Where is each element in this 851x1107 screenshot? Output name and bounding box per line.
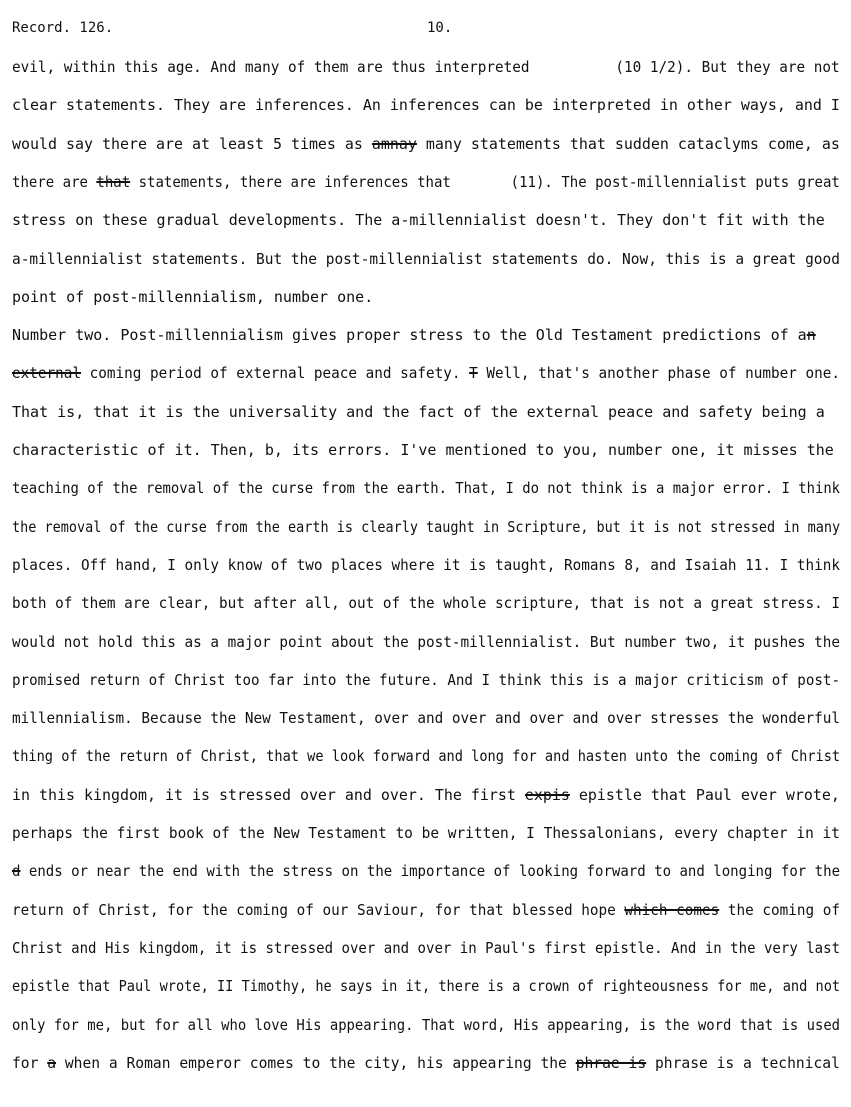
line-text: both of them are clear, but after all, out of the whole scripture, that is not a great stress. I — [12, 594, 840, 613]
struck-text: d — [12, 862, 21, 881]
line-text: (10 1/2). But they are not — [615, 58, 840, 76]
struck-text: a — [47, 1053, 57, 1072]
line-text: epistle that Paul ever wrote, — [569, 785, 840, 804]
struck-text: external — [12, 364, 81, 383]
struck-text: that — [96, 172, 131, 191]
text-line — [12, 135, 840, 153]
text-line — [12, 479, 840, 497]
line-text: promised return of Christ too far into the future. And I think this is a major criticism of post- — [12, 670, 840, 689]
line-text: for — [12, 1053, 48, 1072]
text-line — [12, 518, 840, 536]
line-text: teaching of the removal of the curse from the earth. That, I do not think is a major error. I think — [12, 479, 841, 498]
text-line — [12, 709, 840, 727]
line-text: in this kingdom, it is stressed over and over. The first — [12, 785, 525, 804]
text-line — [12, 250, 840, 268]
text-line — [12, 977, 840, 995]
struck-text: amnay — [371, 134, 417, 153]
record-label: Record. 126. — [12, 20, 114, 36]
line-text: only for me, but for all who love His appearing. That word, His appearing, is the word that is used — [12, 1015, 841, 1034]
struck-text: T — [469, 364, 478, 383]
line-text: statements, there are inferences that — [130, 172, 451, 191]
line-text: when a Roman emperor comes to the city, his appearing the — [56, 1053, 576, 1072]
line-text: would not hold this as a major point about the post-millennialist. But number two, it pushes the — [12, 632, 840, 651]
text-line — [12, 862, 840, 880]
text-line — [12, 173, 840, 191]
text-line — [12, 96, 840, 114]
line-text: clear statements. They are inferences. An inferences can be interpreted in other ways, and I — [12, 96, 840, 115]
line-text: ends or near the end with the stress on the importance of looking forward to and longing for the — [20, 862, 841, 881]
text-line — [12, 671, 840, 689]
line-text: there are — [12, 172, 97, 191]
line-text: point of post-millennialism, number one. — [12, 287, 374, 306]
line-text: the coming of — [719, 900, 840, 919]
text-line — [12, 326, 816, 344]
text-line — [12, 594, 840, 612]
text-line — [12, 747, 840, 765]
line-text: places. Off hand, I only know of two places where it is taught, Romans 8, and Isaiah 11. I think — [12, 555, 840, 574]
struck-text: expis — [524, 785, 570, 804]
line-text: Christ and His kingdom, it is stressed over and over in Paul's first epistle. And in the very last — [12, 938, 841, 957]
line-text: characteristic of it. Then, b, its errors. I've mentioned to you, number one, it misses the — [12, 441, 834, 459]
line-text: That is, that it is the universality and the fact of the external peace and safety being a — [12, 402, 825, 421]
line-text: the removal of the curse from the earth is clearly taught in Scripture, but it is not stressed in many — [12, 517, 841, 536]
line-text: many statements that sudden cataclyms come, as — [416, 134, 840, 153]
text-line — [12, 901, 840, 919]
struck-text: n — [806, 326, 816, 345]
line-text: Number two. Post-millennialism gives proper stress to the Old Testament predictions of a — [12, 326, 807, 345]
line-text: a-millennialist statements. But the post-millennialist statements do. Now, this is a great good — [12, 249, 840, 268]
struck-text: phrae is — [575, 1053, 647, 1072]
line-text: coming period of external peace and safety. — [81, 364, 470, 383]
text-line — [12, 364, 840, 382]
text-line — [12, 939, 840, 957]
line-text: (11). The post-millennialist puts great — [510, 172, 840, 191]
text-line — [12, 633, 840, 651]
text-line — [12, 211, 825, 229]
line-text: millennialism. Because the New Testament, over and over and over and over stresses the wonderful — [12, 709, 840, 728]
page-number: 10. — [427, 20, 453, 36]
text-line — [12, 1016, 840, 1034]
line-text: perhaps the first book of the New Testament to be written, I Thessalonians, every chapter in it — [12, 824, 840, 842]
text-line — [12, 556, 840, 574]
line-text: epistle that Paul wrote, II Timothy, he says in it, there is a crown of righteousness for me, and not — [12, 977, 841, 996]
text-line — [12, 441, 834, 459]
text-line — [12, 58, 840, 76]
line-text: evil, within this age. And many of them are thus interpreted — [12, 58, 530, 76]
line-text: stress on these gradual developments. The a-millennialist doesn't. They don't fit with the — [12, 211, 825, 230]
text-line — [12, 1054, 840, 1072]
line-text: Well, that's another phase of number one. — [477, 364, 840, 383]
text-line — [12, 786, 840, 804]
line-text: phrase is a technical — [646, 1053, 840, 1072]
text-line — [12, 288, 373, 306]
line-text: return of Christ, for the coming of our Saviour, for that blessed hope — [12, 900, 625, 919]
text-line — [12, 403, 825, 421]
text-line — [12, 824, 840, 842]
struck-text: which comes — [624, 900, 720, 919]
line-text: would say there are at least 5 times as — [12, 134, 372, 153]
line-text: thing of the return of Christ, that we look forward and long for and hasten unto the coming of Christ — [12, 747, 841, 766]
